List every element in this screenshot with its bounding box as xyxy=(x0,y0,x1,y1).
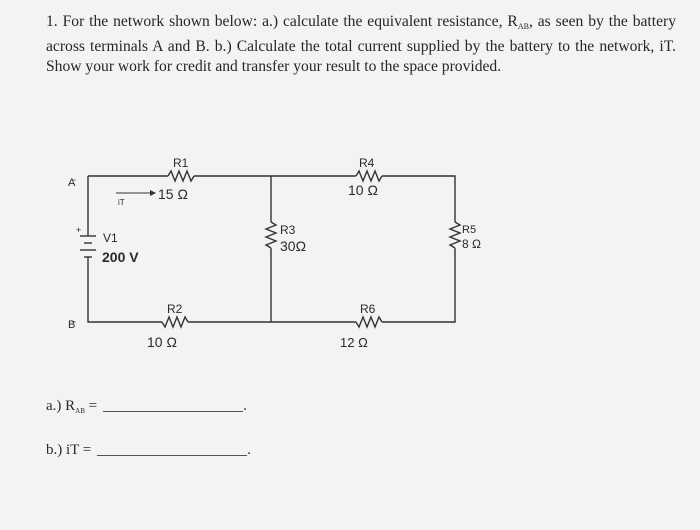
source-name: V1 xyxy=(103,231,118,245)
resistor-r6-symbol xyxy=(356,317,382,327)
answer-b-blank[interactable] xyxy=(97,455,247,456)
resistor-r1-symbol xyxy=(168,171,194,181)
current-arrow-head xyxy=(150,190,156,196)
r5-name: R5 xyxy=(462,224,477,236)
source-value: 200 V xyxy=(102,249,139,265)
r1-name: R1 xyxy=(173,156,189,170)
resistor-r2-symbol xyxy=(162,317,188,327)
problem-intro: 1. For the network shown below: a.) calculate the equivalent resistance, R xyxy=(46,13,518,30)
problem-text: , as seen by the battery across terminals A and B. b.) Calculate the total current supplied by the battery to the network, iT. Show your work for credit and transfer your result to the space provided. xyxy=(46,13,676,75)
answer-b-period: . xyxy=(247,442,252,458)
r3-value: 30Ω xyxy=(280,238,307,254)
r2-name: R2 xyxy=(167,302,183,316)
r1-value: 15 Ω xyxy=(158,186,188,202)
answer-a-equals: = xyxy=(88,398,98,414)
r6-value: 12 Ω xyxy=(340,335,368,350)
resistor-r3-symbol xyxy=(266,222,276,248)
answer-a-row xyxy=(46,398,247,415)
r4-name: R4 xyxy=(359,156,375,170)
terminal-a-label: A xyxy=(68,177,76,189)
answer-a-blank[interactable] xyxy=(103,411,243,412)
answer-a-label: a.) R xyxy=(46,398,76,414)
battery-plus-sign: + xyxy=(76,225,82,235)
r5-value: 8 Ω xyxy=(462,237,481,251)
answer-b-label: b.) iT = xyxy=(46,442,92,458)
answer-b-row xyxy=(46,442,251,459)
r6-name: R6 xyxy=(360,302,376,316)
terminal-b-label: B xyxy=(68,319,76,331)
rab-subscript: AB xyxy=(517,22,529,31)
r2-value: 10 Ω xyxy=(147,334,177,350)
wire-top-right xyxy=(382,176,455,222)
resistor-r5-symbol xyxy=(450,222,460,248)
current-label: iT xyxy=(118,198,125,207)
wire-bottom-left xyxy=(88,262,162,322)
answer-a-period: . xyxy=(243,398,247,414)
resistor-r4-symbol xyxy=(356,171,382,181)
r3-name: R3 xyxy=(280,223,296,237)
answer-a-subscript: AB xyxy=(75,407,85,415)
r4-value: 10 Ω xyxy=(348,182,378,198)
wire-right-bottom xyxy=(382,248,455,322)
